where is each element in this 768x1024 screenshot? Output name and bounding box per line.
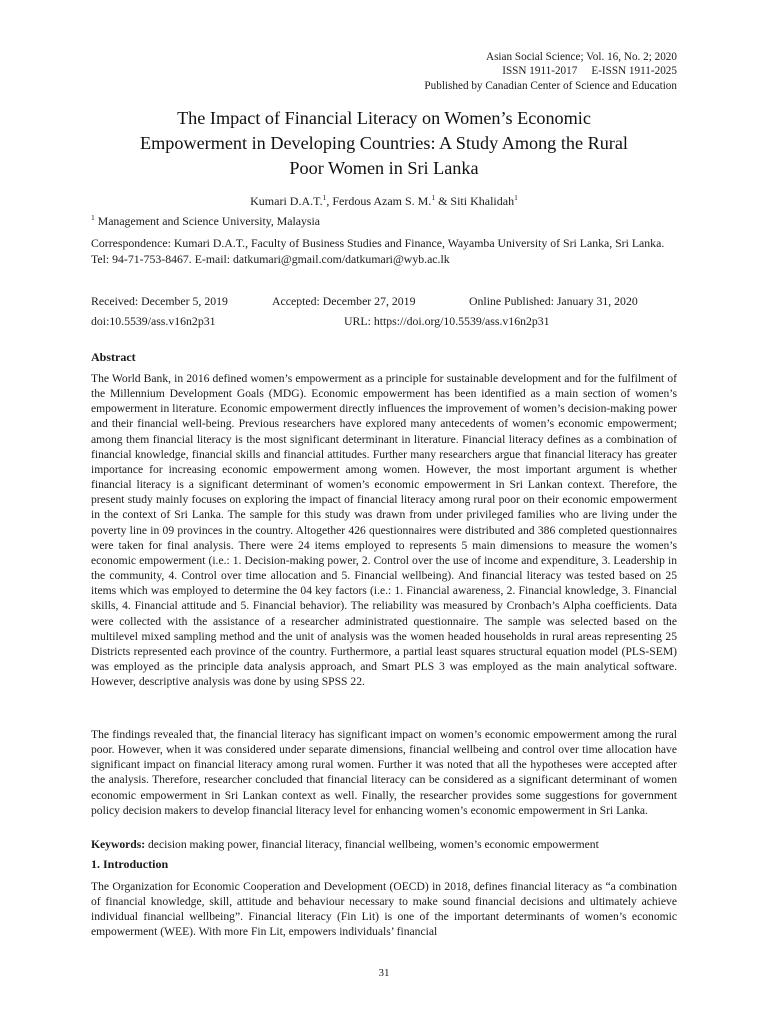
- affiliation-text: Management and Science University, Malaysia: [94, 214, 321, 228]
- received-date: Received: December 5, 2019: [91, 294, 228, 308]
- abstract-heading: Abstract: [91, 350, 136, 364]
- title-line-2: Empowerment in Developing Countries: A Study Among the Rural: [140, 133, 628, 153]
- affiliation-marker: 1: [514, 193, 518, 202]
- journal-issn: ISSN 1911-2017 E-ISSN 1911-2025: [502, 65, 677, 78]
- paper-title: [91, 106, 677, 181]
- keywords: [91, 838, 677, 851]
- title-line-1: The Impact of Financial Literacy on Women’s Economic: [177, 108, 591, 128]
- published-date: Online Published: January 31, 2020: [469, 294, 638, 308]
- author-separator: ,: [326, 194, 333, 208]
- keywords-text: decision making power, financial literacy, financial wellbeing, women’s economic empowerment: [145, 838, 599, 851]
- affiliation-marker: 1: [322, 193, 327, 202]
- doi: doi:10.5539/ass.v16n2p31: [91, 314, 216, 328]
- doi-url: URL: https://doi.org/10.5539/ass.v16n2p31: [344, 314, 550, 328]
- author-name: Kumari D.A.T.: [250, 194, 323, 208]
- introduction-heading: 1. Introduction: [91, 857, 169, 871]
- accepted-date: Accepted: December 27, 2019: [272, 294, 416, 308]
- page-number: 31: [378, 967, 390, 979]
- title-line-3: Poor Women in Sri Lanka: [289, 158, 479, 178]
- author-list: [91, 194, 677, 209]
- journal-header: [424, 50, 677, 93]
- correspondence: Correspondence: Kumari D.A.T., Faculty of Business Studies and Finance, Wayamba University of Sri Lanka, Sri Lanka. Tel: 94-71-753-8467. E-mail: datkumari@gmail.com/datkumari@wyb.ac.lk: [91, 236, 665, 266]
- author-name: Ferdous Azam S. M.: [332, 194, 432, 208]
- journal-publisher: Published by Canadian Center of Science and Education: [424, 79, 677, 92]
- author-name: Siti Khalidah: [450, 194, 515, 208]
- introduction-paragraph: The Organization for Economic Cooperation and Development (OECD) in 2018, defines financial literacy as “a combination of financial knowledge, skill, attitude and behaviour necessary to make sound financial decisions and ultimately achieve individual financial wellbeing”. Financial literacy (Fin Lit) is one of the important determinants of women’s economic empowerment (WEE). With more Fin Lit, empowers individuals’ financial: [91, 880, 677, 939]
- affiliation-marker: 1: [431, 193, 436, 202]
- publication-dates: [91, 291, 677, 331]
- affiliation: [91, 214, 320, 229]
- author-separator: &: [435, 194, 451, 208]
- journal-volume: Asian Social Science; Vol. 16, No. 2; 2020: [486, 51, 677, 63]
- abstract-paragraph: The findings revealed that, the financial literacy has significant impact on women’s economic empowerment among the rural poor. However, when it was considered under separate dimensions, financial wellbeing and control over time allocation have significant impact on financial literacy among rural women. Further it was noted that all the hypotheses were accepted after the analysis. Therefore, researcher concluded that financial literacy can be considered as a significant determinant of women economic empowerment in Sri Lankan context as well. Finally, the researcher provides some suggestions for government policy decision makers to develop financial literacy level for enhancing women’s economic empowerment in Sri Lanka.: [91, 728, 677, 817]
- keywords-label: Keywords:: [91, 838, 146, 851]
- abstract-paragraph: The World Bank, in 2016 defined women’s empowerment as a principle for sustainable development and for the fulfilment of the Millennium Development Goals (MDG). Economic empowerment has been identified as a main section of women’s empowerment in literature. Economic empowerment directly influences the improvement of women’s decision-making power and their financial well-being. Previous researchers have explored many antecedents of women’s economic empowerment; among them financial literacy is the most significant determinant in literature. Financial literacy defines as a combination of financial knowledge, financial skills and financial attitudes. Further many researchers argue that financial literacy has greater importance for increasing economic empowerment among women. However, the most important argument is whether financial literacy is a significant determinant of women’s economic empowerment in Sri Lankan context. Therefore, the present study mainly focuses on exploring the impact of financial literacy among rural poor on their economic empowerment in the context of Sri Lanka. The sample for this study was drawn from under privileged families who are living under the poverty line in 09 provinces in the country. Altogether 426 questionnaires were distributed and 386 completed questionnaires were taken for final analysis. There were 24 items employed to represents 5 main dimensions to measure the women’s economic empowerment (i.e.: 1. Decision-making power, 2. Control over the use of income and expenditure, 3. Leadership in the community, 4. Control over time allocation and 5. Financial wellbeing). And financial literacy was tested based on 25 items which was employed to determine the 04 key factors (i.e.: 1. Financial awareness, 2. Financial knowledge, 3. Financial skills, 4. Financial attitude and 5. Financial behavior). The reliability was measured by Cronbach’s Alpha coefficients. Data were collected with the assistance of a researcher administrated questionnaire. The sample was selected based on the multilevel mixed sampling method and the unit of analysis was the women headed households in rural areas representing 25 Districts represented each province of the country. Furthermore, a partial least squares structural equation model (PLS-SEM) was employed as the principle data analysis approach, and Smart PLS 3 was employed as the main analytical software. However, descriptive analysis was done by using SPSS 22.: [91, 372, 677, 689]
- affiliation-marker: 1: [91, 213, 95, 223]
